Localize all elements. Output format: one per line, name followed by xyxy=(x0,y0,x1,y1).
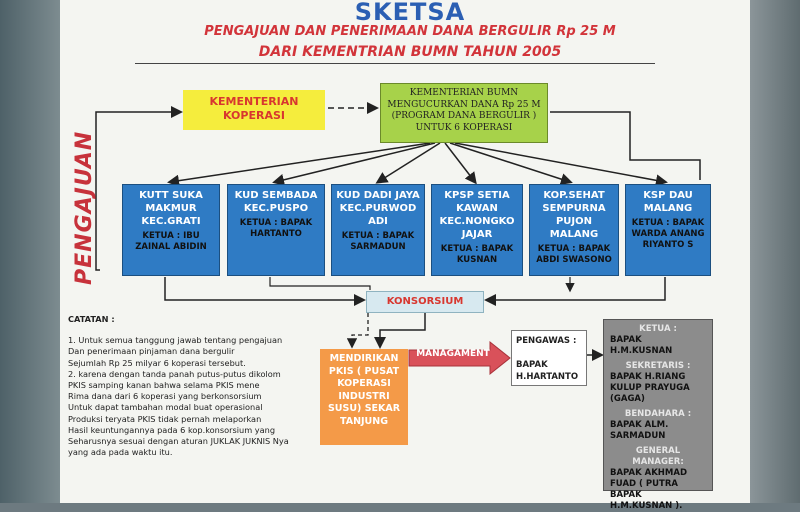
kementerian-bumn-box xyxy=(380,83,548,143)
managament-label: MANAGAMENT xyxy=(416,349,490,359)
kementerian-koperasi-box xyxy=(183,90,325,130)
kemkop-line2: KOPERASI xyxy=(223,109,285,122)
coop-box-kpsp-setia-kawan xyxy=(431,184,523,276)
note-line: PKIS samping kanan bahwa selama PKIS mene xyxy=(68,380,260,391)
note-line: 1. Untuk semua tanggung jawab tentang pengajuan xyxy=(68,335,283,346)
person-general-manager: BAPAK AKHMAD FUAD ( PUTRA BAPAK H.M.KUSNAN ). xyxy=(610,468,688,511)
coop-box-kud-dadi-jaya xyxy=(331,184,425,276)
subtitle-2: DARI KEMENTRIAN BUMN TAHUN 2005 xyxy=(258,44,562,60)
bumn-line2: MENGUCURKAN DANA Rp 25 M xyxy=(387,99,541,110)
person-sekretaris: BAPAK H.RIANG KULUP PRAYUGA (GAGA) xyxy=(610,372,690,404)
pengawas-label: PENGAWAS : xyxy=(516,336,577,346)
note-line: Hasil keuntungannya pada 6 kop.konsorsium yang xyxy=(68,424,276,435)
coop-ketua: KETUA : BAPAK KUSNAN xyxy=(440,244,514,265)
notes-block xyxy=(68,314,313,458)
note-line: Produksi teryata PKIS tidak pernah melaporkan xyxy=(68,413,262,424)
coop-name: KSP DAU MALANG xyxy=(643,190,693,214)
bumn-line1: KEMENTERIAN BUMN xyxy=(409,88,519,98)
bumn-line3: (PROGRAM DANA BERGULIR ) xyxy=(391,111,537,121)
kemkop-line1: KEMENTERIAN xyxy=(209,95,299,108)
pkis-box: MENDIRIKAN PKIS ( PUSAT KOPERASI INDUSTRI SUSU) SEKAR TANJUNG xyxy=(320,349,408,445)
note-line: 2. karena dengan tanda panah putus-putus dikolom xyxy=(68,368,281,379)
side-label-pengajuan: PENGAJUAN xyxy=(72,130,97,286)
coop-name: KUTT SUKA MAKMUR KEC.GRATI xyxy=(139,190,203,227)
coop-name: KPSP SETIA KAWAN KEC.NONGKO JAJAR xyxy=(439,190,515,240)
pengurus-box xyxy=(603,319,713,511)
coop-ketua: KETUA : BAPAK ABDI SWASONO xyxy=(536,244,612,265)
konsorsium-box: KONSORSIUM xyxy=(366,291,484,313)
person-bendahara: BAPAK ALM. SARMADUN xyxy=(610,420,669,441)
page-title: SKETSA xyxy=(354,0,466,26)
coop-box-kutt-suka-makmur xyxy=(122,184,220,276)
coop-ketua: KETUA : BAPAK HARTANTO xyxy=(239,218,313,239)
coop-ketua: KETUA : BAPAK WARDA ANANG RIYANTO S xyxy=(631,218,705,250)
role-bendahara: BENDAHARA : xyxy=(624,409,692,419)
note-line: Untuk dapat tambahan modal buat operasional xyxy=(68,402,263,413)
pengawas-box xyxy=(511,330,587,386)
coop-ketua: KETUA : BAPAK SARMADUN xyxy=(341,231,415,252)
coop-box-kop-sehat-sempurna xyxy=(529,184,619,276)
note-line: Dan penerimaan pinjaman dana bergulir xyxy=(68,346,235,357)
coop-ketua: KETUA : IBU ZAINAL ABIDIN xyxy=(135,231,207,252)
coop-box-ksp-dau xyxy=(625,184,711,276)
note-line: Sejumlah Rp 25 milyar 6 koperasi tersebut. xyxy=(68,357,246,368)
note-line: yang ada pada waktu itu. xyxy=(68,447,173,458)
note-line: Seharusnya sesuai dengan aturan JUKLAK JUKNIS Nya xyxy=(68,436,289,447)
person-ketua: BAPAK H.M.KUSNAN xyxy=(610,335,673,356)
role-ketua: KETUA : xyxy=(639,324,677,334)
role-sekretaris: SEKRETARIS : xyxy=(625,361,691,371)
coop-name: KUD DADI JAYA KEC.PURWOD ADI xyxy=(336,190,420,227)
pengawas-name: BAPAK H.HARTANTO xyxy=(516,360,579,382)
coop-name: KOP.SEHAT SEMPURNA PUJON MALANG xyxy=(542,190,606,240)
coop-box-kud-sembada xyxy=(227,184,325,276)
notes-heading: CATATAN : xyxy=(68,314,115,324)
coop-name: KUD SEMBADA KEC.PUSPO xyxy=(234,190,318,214)
title-divider xyxy=(135,63,655,64)
role-general-manager: GENERAL MANAGER: xyxy=(632,446,684,467)
note-line: Rima dana dari 6 koperasi yang berkonsorsium xyxy=(68,391,262,402)
bumn-line4: UNTUK 6 KOPERASI xyxy=(415,122,513,133)
subtitle-1: PENGAJUAN DAN PENERIMAAN DANA BERGULIR Rp 25 M xyxy=(204,24,616,39)
